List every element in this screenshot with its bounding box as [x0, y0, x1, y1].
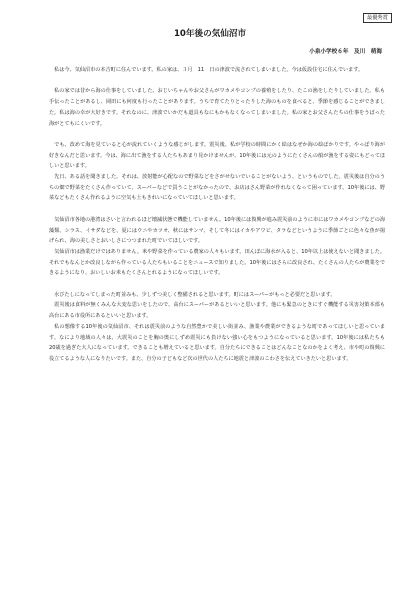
paragraph-8: 震災後は食料が無くみんな大変な思いをしたので、高台にスーパーがあるといいと思います。他にも緊急のときにすぐ機能する災害対策本部も高台にある市役所にあるといいと思います。 — [49, 302, 385, 320]
paragraph-1: 私は今、気仙沼市の本吉町に住んでいます。私の家は、３月 11 日の津波で流されてしまいました。今は仮設住宅に住んでいます。 — [54, 67, 364, 73]
award-badge: 最優秀賞 — [363, 13, 392, 23]
paragraph-3: でも、改めて海を見ていると心が流れていくような感じがします。震災後、私が学校の時間にかく絵はなぜか海の絵ばかりです。やっぱり海が好きなんだと思います。今は、海に出て漁をする人たちもあまり見かけませんが、10年後には元のようにたくさんの船が漁をする姿にもどってほしいと思います。 — [49, 141, 385, 170]
paragraph-5: 気仙沼市各地の港湾はさいと言われるほど壊滅状態で機能していません。10年後には復興が進み震災前のように市にはワカメやコンブなどの海藻類、シラス、イサダなどを、夏にはウニやカツオ、秋にはサンマ、そして冬にはイカやアワビ、タラなどというように季節ごとに色々な魚が揚げられ、海の美しさとおいしさにつつまれた町でいてほしいです。 — [49, 216, 385, 245]
essay-body — [49, 65, 385, 365]
paragraph-6: 気仙沼市は漁業だけではありません。米や野菜を作っている農家の人々もいます。田んぼに海水が入ると、10年以上は使えないと聞きました。それでもなんとか改良しながら作っている人たちもいることをニュースで知りました。10年後にはさらに改良され、たくさんの人たちが農業をできるようになり、おいしいお米もたくさんとれるようになってほしいです。 — [49, 248, 385, 277]
author-line: 小泉小学校６年 及川 萌海 — [309, 49, 382, 55]
paragraph-gap — [49, 279, 385, 290]
paragraph-2: 私の家では昔から海の仕事をしていました。おじいちゃんやお父さんがワカメやコンブの養殖をしたり、たこの漁をしたりしていました。私も手伝ったことがあるし、岡田にも何度も行ったことがあります。うちで育てたりとったりした海のものを食べると、季節を感じることができました。私は海の幸が大好きです。それなのに、津波でいかだも道具もなにもかもなくなってしまいました。私の家とお父さんたちの仕事をうばった海がとてもにくいです。 — [49, 88, 385, 127]
paragraph-7: 水びたしになってしまった町並みも、少しずつ美しく整備されると思います。町にはスーパーがもっと必要だと思います。 — [54, 291, 336, 298]
paragraph-gap — [49, 204, 385, 215]
essay-title: 10年後の気仙沼市 — [173, 29, 247, 39]
paragraph-gap — [49, 76, 385, 87]
paragraph-9: 私の想像する10年後の気仙沼市、それは震災前のような自然豊かで美しい街並み、漁業や農業ができるような町であってほしいと思っています。なにより地域の人々は、大震災のことを胸の奥にしずめ震災にも負けない強い心をもつようになっていると思います。10年後には私たちも20歳を過ぎた大人になっています。できることも増えていると思います。自分たちにできることはどんなことなのかをよく考え、市や町の復興に役立てるような人になりたいです。また、自分の子どもなど次の世代の人たちに地震と津波のこわさを伝えていきたいと思います。 — [49, 323, 385, 362]
paragraph-4: 先日、ある話を聞きました。それは、放射能が心配なので野菜などをさがせないでいることがないよう、というものでした。震災後は自分のうちの畑で野菜をたくさん作っていて、スーパーなどで買うことがなかったので、お店はさん野菜が作れなくなって困っています。10年後には、野菜などもたくさん作れるように空気も土もきれいになっていてほしいと思います。 — [49, 174, 385, 202]
paragraph-gap — [49, 129, 385, 140]
